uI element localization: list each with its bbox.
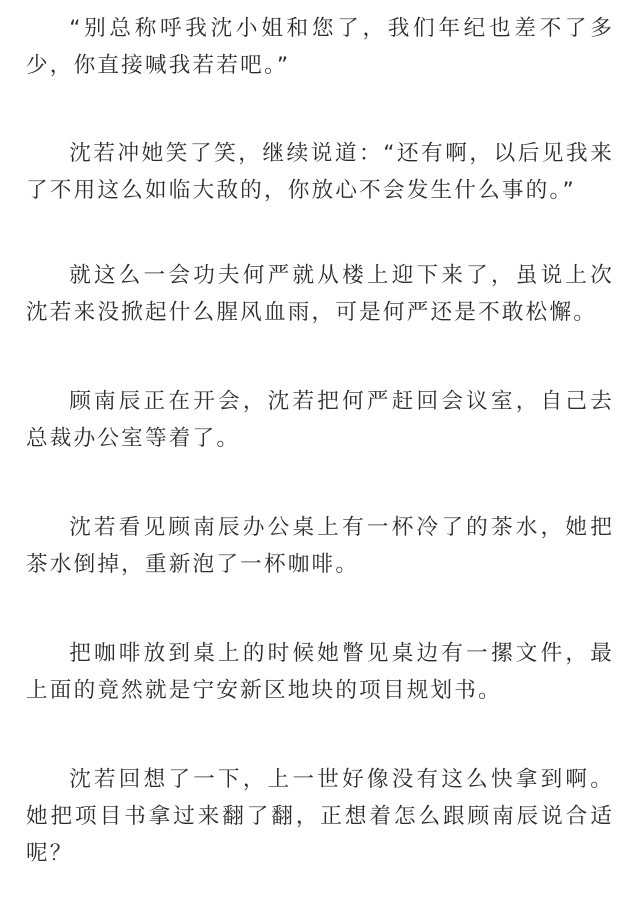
paragraph-4: 顾南辰正在开会，沈若把何严赶回会议室，自己去总裁办公室等着了。 [26, 389, 614, 451]
paragraph-1: “别总称呼我沈小姐和您了，我们年纪也差不了多少，你直接喊我若若吧。” [26, 16, 614, 78]
paragraph-7: 沈若回想了一下，上一世好像没有这么快拿到啊。她把项目书拿过来翻了翻，正想着怎么跟顾南辰说合适呢？ [26, 767, 614, 866]
paragraph-3: 就这么一会功夫何严就从楼上迎下来了，虽说上次沈若来没掀起什么腥风血雨，可是何严还是不敢松懈。 [26, 263, 614, 325]
paragraph-2: 沈若冲她笑了笑，继续说道：“还有啊，以后见我来了不用这么如临大敌的，你放心不会发生什么事的。” [26, 141, 614, 203]
paragraph-6: 把咖啡放到桌上的时候她瞥见桌边有一摞文件，最上面的竟然就是宁安新区地块的项目规划书。 [26, 641, 614, 703]
paragraph-5: 沈若看见顾南辰办公桌上有一杯冷了的茶水，她把茶水倒掉，重新泡了一杯咖啡。 [26, 515, 614, 577]
